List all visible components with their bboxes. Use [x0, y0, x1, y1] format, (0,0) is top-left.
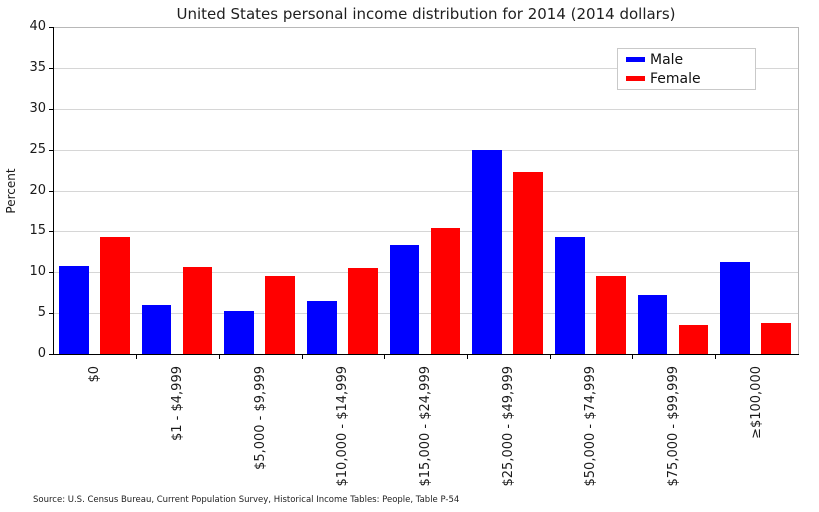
legend-label: Male — [650, 51, 684, 68]
y-tick-label: 20 — [29, 182, 46, 198]
legend-box — [617, 48, 756, 90]
y-tick-mark — [49, 27, 54, 28]
x-tick-mark — [632, 355, 633, 359]
x-tick-label: $5,000 - $9,999 — [252, 366, 268, 470]
bar-female-2 — [265, 276, 295, 354]
legend-swatch-male — [626, 57, 645, 62]
bar-group — [302, 27, 385, 354]
bar-female-0 — [100, 237, 130, 354]
plot-right-spine — [798, 27, 799, 355]
x-tick-mark — [136, 355, 137, 359]
y-tick-mark — [49, 68, 54, 69]
bar-group — [385, 27, 468, 354]
bar-female-3 — [348, 268, 378, 354]
bar-female-8 — [761, 323, 791, 354]
legend-item-female — [618, 69, 755, 88]
x-tick-label: $25,000 - $49,999 — [500, 366, 516, 487]
x-tick-label: $15,000 - $24,999 — [418, 366, 433, 487]
bar-group — [467, 27, 550, 354]
bar-male-4 — [390, 245, 420, 354]
y-tick-mark — [49, 354, 54, 355]
y-tick-label: 10 — [29, 264, 46, 280]
bar-male-3 — [307, 301, 337, 354]
x-tick-label: $1 - $4,999 — [170, 366, 185, 441]
legend-label: Female — [650, 70, 701, 87]
y-tick-mark — [49, 313, 54, 314]
bar-male-1 — [142, 305, 172, 354]
bar-male-7 — [638, 295, 668, 354]
bar-male-6 — [555, 237, 585, 354]
chart-title: United States personal income distribution for 2014 (2014 dollars) — [176, 5, 676, 23]
bar-female-5 — [513, 172, 543, 354]
y-axis-label: Percent — [4, 168, 18, 214]
plot-bottom-spine — [53, 354, 799, 355]
x-tick-mark — [467, 355, 468, 359]
x-tick-label: $50,000 - $74,999 — [583, 366, 599, 487]
bar-male-5 — [472, 150, 502, 354]
bar-female-4 — [431, 228, 461, 354]
y-tick-label: 30 — [29, 100, 46, 116]
legend-item-male — [618, 50, 755, 69]
y-tick-mark — [49, 272, 54, 273]
bar-female-1 — [183, 267, 213, 354]
bar-group — [219, 27, 302, 354]
x-tick-label: ≥$100,000 — [748, 366, 764, 439]
legend-swatch-female — [626, 76, 645, 81]
bar-group — [54, 27, 137, 354]
y-tick-label: 35 — [29, 59, 46, 75]
y-tick-mark — [49, 109, 54, 110]
bar-male-0 — [59, 266, 89, 354]
x-tick-mark — [550, 355, 551, 359]
bar-female-6 — [596, 276, 626, 354]
bar-female-7 — [679, 325, 709, 354]
bar-group — [137, 27, 220, 354]
x-tick-label: $10,000 - $14,999 — [335, 366, 351, 487]
bar-male-2 — [224, 311, 254, 354]
y-tick-label: 25 — [29, 141, 46, 157]
x-tick-mark — [302, 355, 303, 359]
y-tick-label: 5 — [37, 305, 46, 321]
x-tick-mark — [219, 355, 220, 359]
y-tick-mark — [49, 150, 54, 151]
source-note: Source: U.S. Census Bureau, Current Population Survey, Historical Income Tables: People, Table P-54 — [33, 495, 460, 505]
y-tick-mark — [49, 231, 54, 232]
x-tick-mark — [384, 355, 385, 359]
y-tick-mark — [49, 191, 54, 192]
x-tick-mark — [715, 355, 716, 359]
x-tick-label: $0 — [87, 366, 103, 383]
y-tick-label: 40 — [29, 19, 46, 34]
x-tick-label: $75,000 - $99,999 — [666, 366, 681, 487]
y-tick-label: 15 — [29, 223, 46, 239]
bar-male-8 — [720, 262, 750, 354]
y-tick-label: 0 — [37, 346, 46, 361]
